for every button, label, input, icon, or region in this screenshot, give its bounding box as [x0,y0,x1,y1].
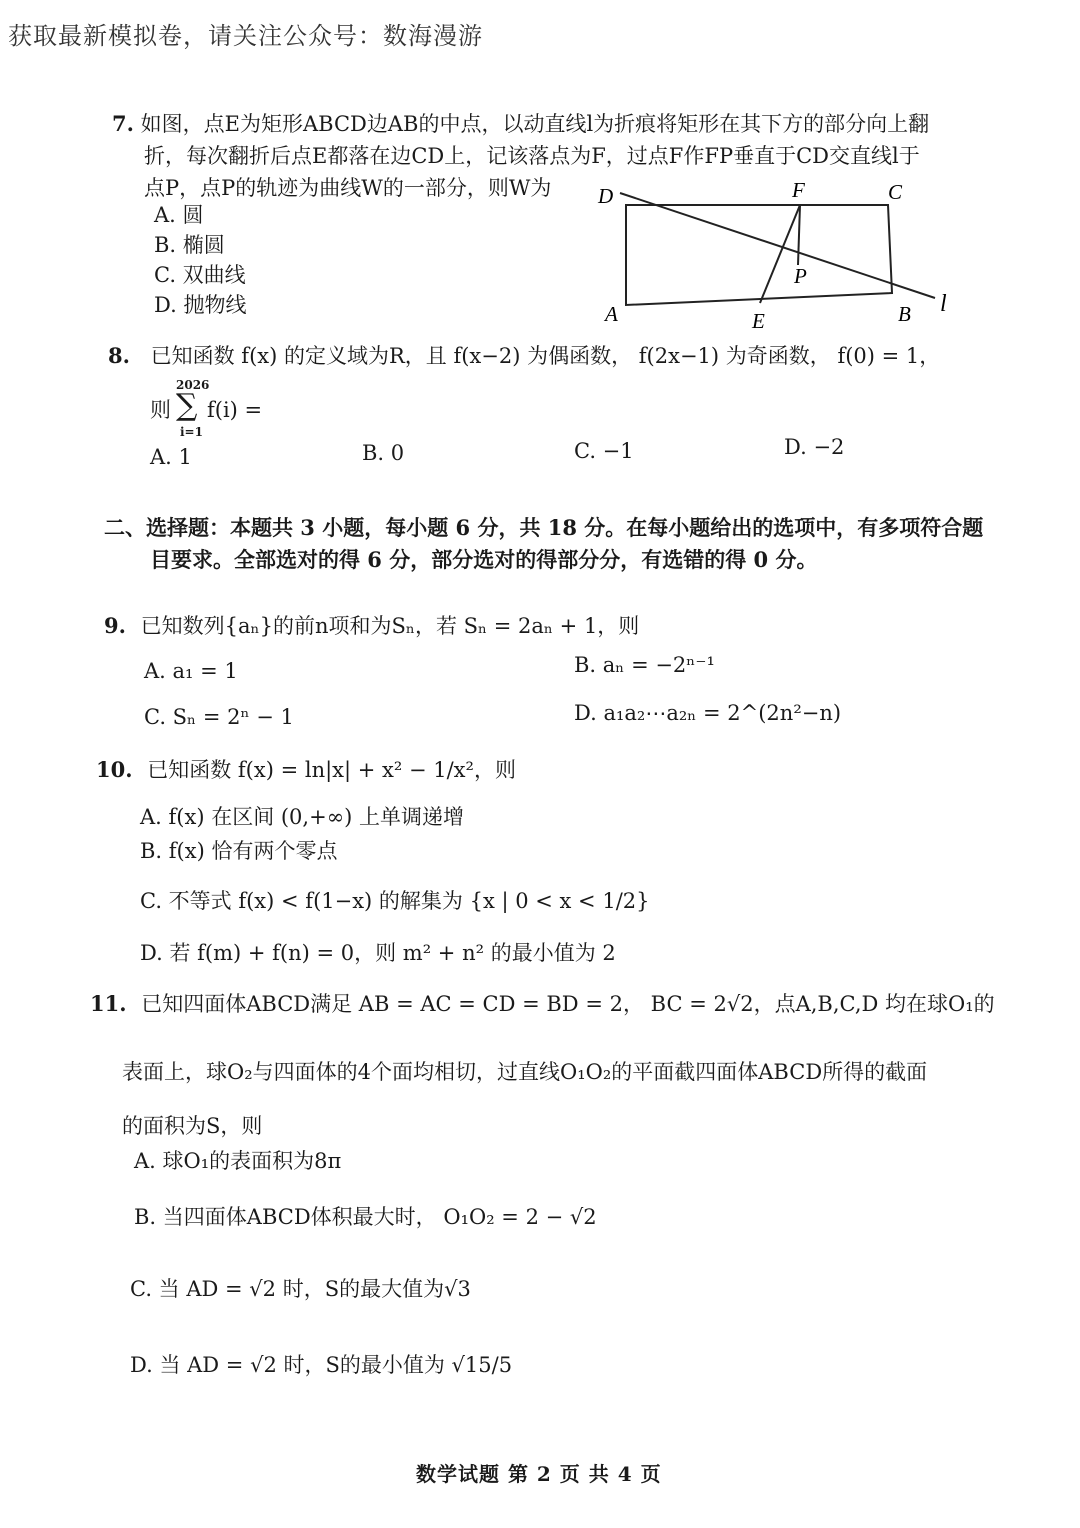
section-2-line-1: 二、选择题：本题共 3 小题，每小题 6 分，共 18 分。在每小题给出的选项中，有多项符合题 [104,515,984,540]
question-8-sum-upper: 2026 [176,378,210,392]
question-10-stem: 已知函数 f(x) = ln|x| + x² − 1/x²，则 [147,758,516,782]
question-7-figure [590,175,970,335]
question-11-line-2: 表面上，球O₂与四面体的4个面均相切，过直线O₁O₂的平面截四面体ABCD所得的截面 [122,1060,928,1084]
question-8-text-1: 已知函数 f(x) 的定义域为R，且 f(x−2) 为偶函数， f(2x−1) 为奇函数， f(0) = 1， [150,344,941,368]
question-11-line-1 [90,988,995,1020]
question-10-option-b: B. f(x) 恰有两个零点 [140,839,338,863]
question-7-line-2: 折，每次翻折后点E都落在边CD上，记该落点为F，过点F作FP垂直于CD交直线l于 [144,144,920,168]
question-11-number: 11. [90,991,127,1016]
question-10-option-a: A. f(x) 在区间 (0,+∞) 上单调递增 [140,805,465,829]
question-8-sum-lower: i=1 [180,425,203,439]
question-9-stem-line [104,610,639,642]
question-10-option-c: C. 不等式 f(x) < f(1−x) 的解集为 {x | 0 < x < 1/2} [140,889,650,913]
question-8-option-c: C. −1 [574,439,634,463]
question-11-option-a: A. 球O₁的表面积为8π [134,1149,342,1173]
question-10-option-d: D. 若 f(m) + f(n) = 0，则 m² + n² 的最小值为 2 [140,941,616,965]
figure-label-a: A [605,302,618,326]
question-7-line-1 [112,108,929,140]
question-8-option-d: D. −2 [784,435,845,459]
page-footer: 数学试题 第 2 页 共 4 页 [416,1462,662,1486]
question-9-option-d: D. a₁a₂⋯a₂ₙ = 2^(2n²−n) [574,701,842,725]
question-7-option-a: A. 圆 [154,203,204,227]
question-10-number: 10. [96,757,133,782]
figure-label-d: D [598,184,614,208]
question-7-number: 7. [112,111,134,136]
question-8-sum-body: f(i) = [207,398,263,422]
question-11-option-d: D. 当 AD = √2 时，S的最小值为 √15/5 [130,1353,513,1377]
figure-label-l: l [940,291,947,317]
question-11-text-1: 已知四面体ABCD满足 AB = AC = CD = BD = 2， BC = 2√2，点A,B,C,D 均在球O₁的 [141,992,995,1016]
figure-label-f: F [792,178,805,202]
figure-label-b: B [898,302,911,326]
question-9-number: 9. [104,613,126,638]
question-9-option-c: C. Sₙ = 2ⁿ − 1 [144,705,294,729]
watermark-text: 获取最新模拟卷，请关注公众号：数海漫游 [8,22,483,50]
question-7-option-c: C. 双曲线 [154,263,246,287]
segment-fp [798,205,800,265]
question-9-option-a: A. a₁ = 1 [144,659,238,683]
question-7-option-d: D. 抛物线 [154,293,247,317]
question-8-option-a: A. 1 [150,445,192,469]
figure-label-c: C [888,180,903,204]
question-11-line-3: 的面积为S，则 [122,1114,263,1138]
question-8-line-1 [108,340,940,372]
figure-label-e: E [752,309,765,333]
question-8-option-b: B. 0 [362,441,405,465]
section-2-line-2: 目要求。全部选对的得 6 分，部分选对的得部分分，有选错的得 0 分。 [150,547,818,572]
question-9-stem: 已知数列{aₙ}的前n项和为Sₙ，若 Sₙ = 2aₙ + 1，则 [140,614,640,638]
question-9-option-b: B. aₙ = −2ⁿ⁻¹ [574,653,715,677]
question-11-option-c: C. 当 AD = √2 时，S的最大值为√3 [130,1277,471,1301]
question-7-line-3: 点P，点P的轨迹为曲线W的一部分，则W为 [144,176,552,200]
figure-label-p: P [794,264,807,288]
rectangle-abcd [626,205,892,305]
question-8-number: 8. [108,343,130,368]
question-11-option-b: B. 当四面体ABCD体积最大时， O₁O₂ = 2 − √2 [134,1205,597,1229]
question-10-stem-line [96,754,516,786]
segment-ef [760,205,800,303]
question-8-sum-sigma: ∑ [176,388,198,423]
question-7-option-b: B. 椭圆 [154,233,225,257]
question-8-sum-prefix: 则 [150,398,171,422]
question-7-text-1: 如图，点E为矩形ABCD边AB的中点，以动直线l为折痕将矩形在其下方的部分向上翻 [140,112,930,136]
